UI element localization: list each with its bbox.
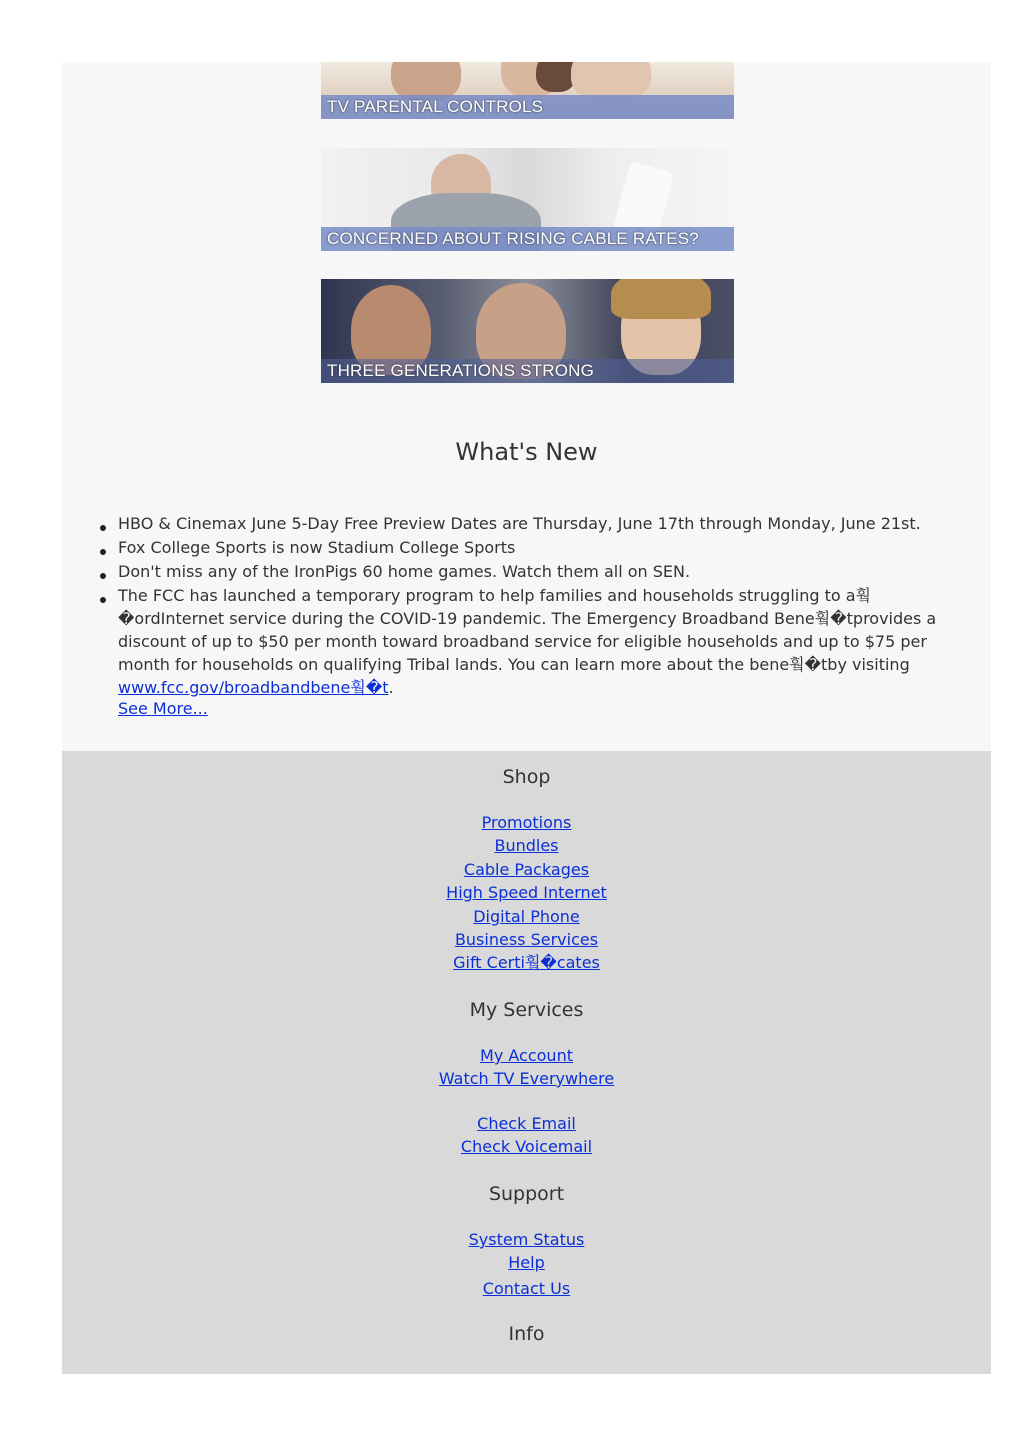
main-content: [62, 62, 991, 751]
news-item: [118, 536, 968, 559]
footer-link-high-speed-internet[interactable]: High Speed Internet: [446, 883, 607, 902]
news-item: [118, 560, 968, 583]
news-list: [118, 512, 968, 700]
banner-caption: TV PARENTAL CONTROLS: [321, 95, 734, 119]
whats-new-heading: What's New: [455, 438, 598, 466]
news-item-text: Don't miss any of the IronPigs 60 home games. Watch them all on SEN.: [118, 562, 691, 581]
banner-caption: THREE GENERATIONS STRONG: [321, 359, 734, 383]
news-item: [118, 584, 968, 699]
footer-link-digital-phone[interactable]: Digital Phone: [473, 907, 580, 926]
footer-link-contact-us[interactable]: Contact Us: [482, 1279, 571, 1298]
footer-link-check-voicemail[interactable]: Check Voicemail: [460, 1137, 593, 1156]
news-item: [118, 512, 968, 535]
footer-link-gift-certificates[interactable]: Gift Certi훸�cates: [453, 953, 600, 972]
footer-heading-my-services: My Services: [469, 999, 584, 1021]
see-more-link[interactable]: See More...: [118, 699, 208, 718]
footer-link-system-status[interactable]: System Status: [468, 1230, 585, 1249]
news-item-text: HBO & Cinemax June 5-Day Free Preview Dates are Thursday, June 17th through Monday, June 21st.: [118, 514, 921, 533]
footer-link-business-services[interactable]: Business Services: [454, 930, 599, 949]
news-item-text: Fox College Sports is now Stadium College Sports: [118, 538, 516, 557]
footer: [62, 751, 991, 1374]
footer-link-my-account[interactable]: My Account: [480, 1046, 573, 1065]
banner-tv-parental-controls[interactable]: [321, 62, 734, 119]
banner-three-generations-strong[interactable]: [321, 279, 734, 383]
banner-rising-cable-rates[interactable]: [321, 148, 734, 251]
footer-link-help[interactable]: Help: [508, 1253, 545, 1272]
footer-link-bundles[interactable]: Bundles: [494, 836, 559, 855]
footer-heading-info: Info: [508, 1323, 545, 1345]
banner-caption: CONCERNED ABOUT RISING CABLE RATES?: [321, 227, 734, 251]
footer-link-cable-packages[interactable]: Cable Packages: [463, 860, 590, 879]
footer-link-check-email[interactable]: Check Email: [477, 1114, 576, 1133]
fcc-broadband-link[interactable]: www.fcc.gov/broadbandbene훸�t: [118, 678, 389, 697]
news-item-suffix: .: [388, 678, 394, 697]
footer-link-watch-tv-everywhere[interactable]: Watch TV Everywhere: [438, 1069, 615, 1088]
footer-link-promotions[interactable]: Promotions: [481, 813, 572, 832]
footer-heading-support: Support: [488, 1183, 565, 1205]
news-item-text: The FCC has launched a temporary program to help families and households struggling to a훸�ordInternet service during the COVID-19 pandemic. The Emergency Broadband Bene훸�tprovides a discount of up to $50 per month toward broadband service for eligible households and up to $75 per month for households on qualifying Tribal lands. You can learn more about the bene훸�tby visiting: [118, 586, 937, 674]
footer-heading-shop: Shop: [502, 766, 551, 788]
